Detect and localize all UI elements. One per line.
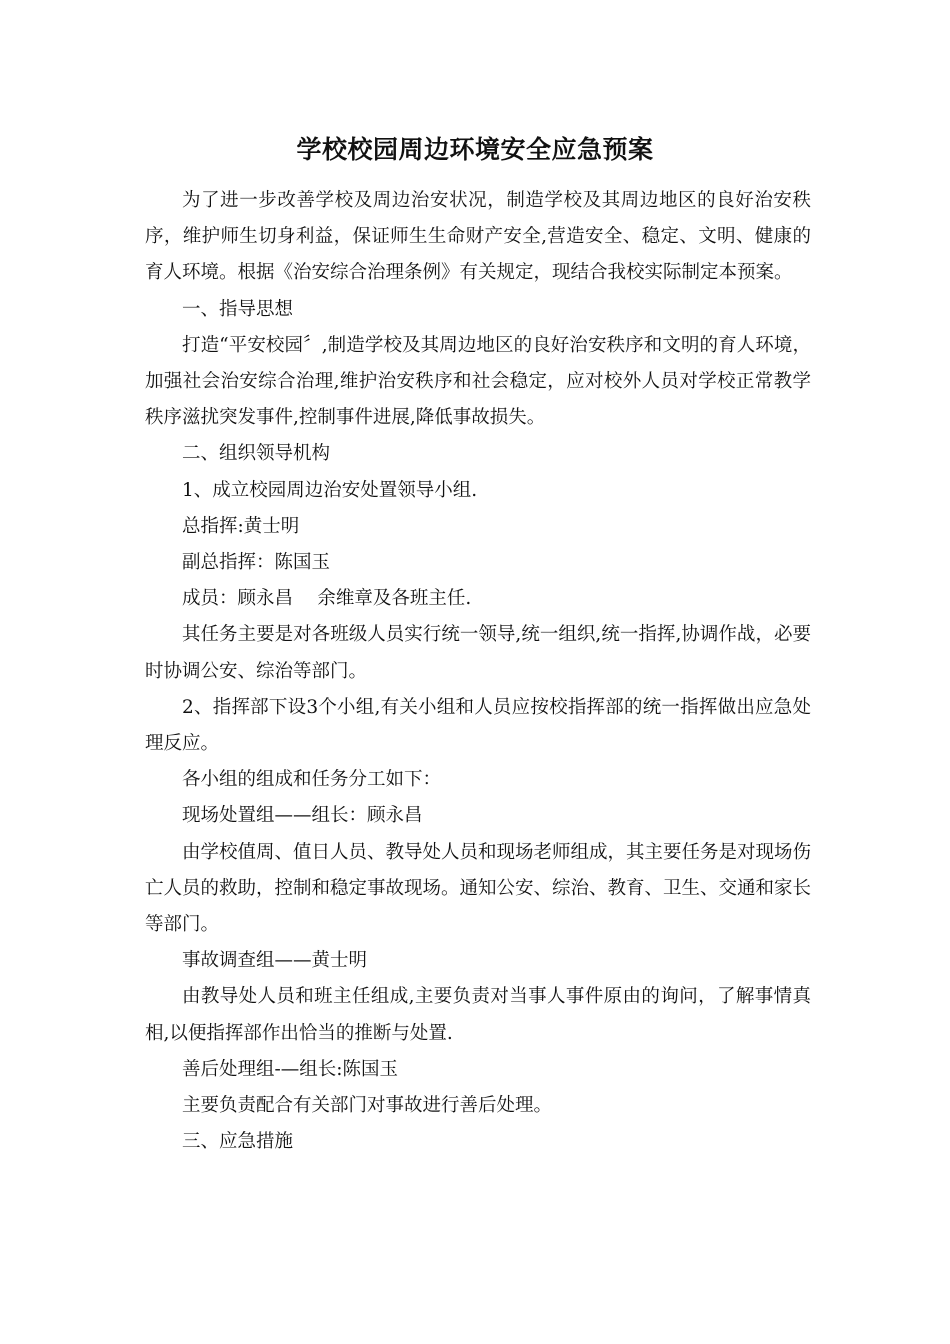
paragraph-members: 成员：顾永昌 余维章及各班主任.: [182, 588, 472, 610]
paragraph-investigation-group: 事故调查组——黄士明: [182, 950, 368, 972]
document-body: [145, 183, 811, 1160]
paragraph-deputy-commander: 副总指挥：陈国玉: [182, 552, 331, 574]
heading-organization: 二、组织领导机构: [182, 443, 331, 465]
paragraph-leading-group: 1、成立校园周边治安处置领导小组.: [182, 479, 478, 501]
paragraph-commander: 总指挥:黄士明: [182, 515, 300, 537]
paragraph-onsite-tasks: 由学校值周、值日人员、教导处人员和现场老师组成，其主要任务是对现场伤亡人员的救助，控制和稳定事故现场。通知公安、综治、教育、卫生、交通和家长等部门。: [145, 841, 812, 936]
paragraph-onsite-group: 现场处置组——组长：顾永昌: [182, 805, 423, 827]
heading-emergency-measures: 三、应急措施: [182, 1131, 294, 1153]
paragraph-subgroups: 2、指挥部下设3个小组,有关小组和人员应按校指挥部的统一指挥做出应急处理反应。: [145, 696, 811, 755]
paragraph-group-tasks: 其任务主要是对各班级人员实行统一领导,统一组织,统一指挥,协调作战，必要时协调公安、综治等部门。: [145, 624, 811, 682]
heading-guiding-ideology: 一、指导思想: [182, 298, 294, 320]
paragraph-aftermath-group: 善后处理组-—组长:陈国玉: [182, 1058, 398, 1080]
document-title: 学校校园周边环境安全应急预案: [296, 135, 654, 164]
paragraph-investigation-tasks: 由教导处人员和班主任组成,主要负责对当事人事件原由的询问，了解事情真相,以便指挥部作出恰当的推断与处置.: [145, 986, 811, 1044]
paragraph-aftermath-tasks: 主要负责配合有关部门对事故进行善后处理。: [182, 1095, 553, 1117]
paragraph-intro: 为了进一步改善学校及周边治安状况，制造学校及其周边地区的良好治安秩序，维护师生切身利益，保证师生生命财产安全,营造安全、稳定、文明、健康的育人环境。根据《治安综合治理条例》有关规定，现结合我校实际制定本预案。: [145, 190, 811, 284]
paragraph-subgroup-intro: 各小组的组成和任务分工如下：: [182, 769, 442, 791]
paragraph-guiding-ideology: 打造“平安校园〞,制造学校及其周边地区的良好治安秩序和文明的育人环境，加强社会治安综合治理,维护治安秩序和社会稳定，应对校外人员对学校正常教学秩序滋扰突发事件,控制事件进展,降低事故损失。: [145, 334, 811, 429]
